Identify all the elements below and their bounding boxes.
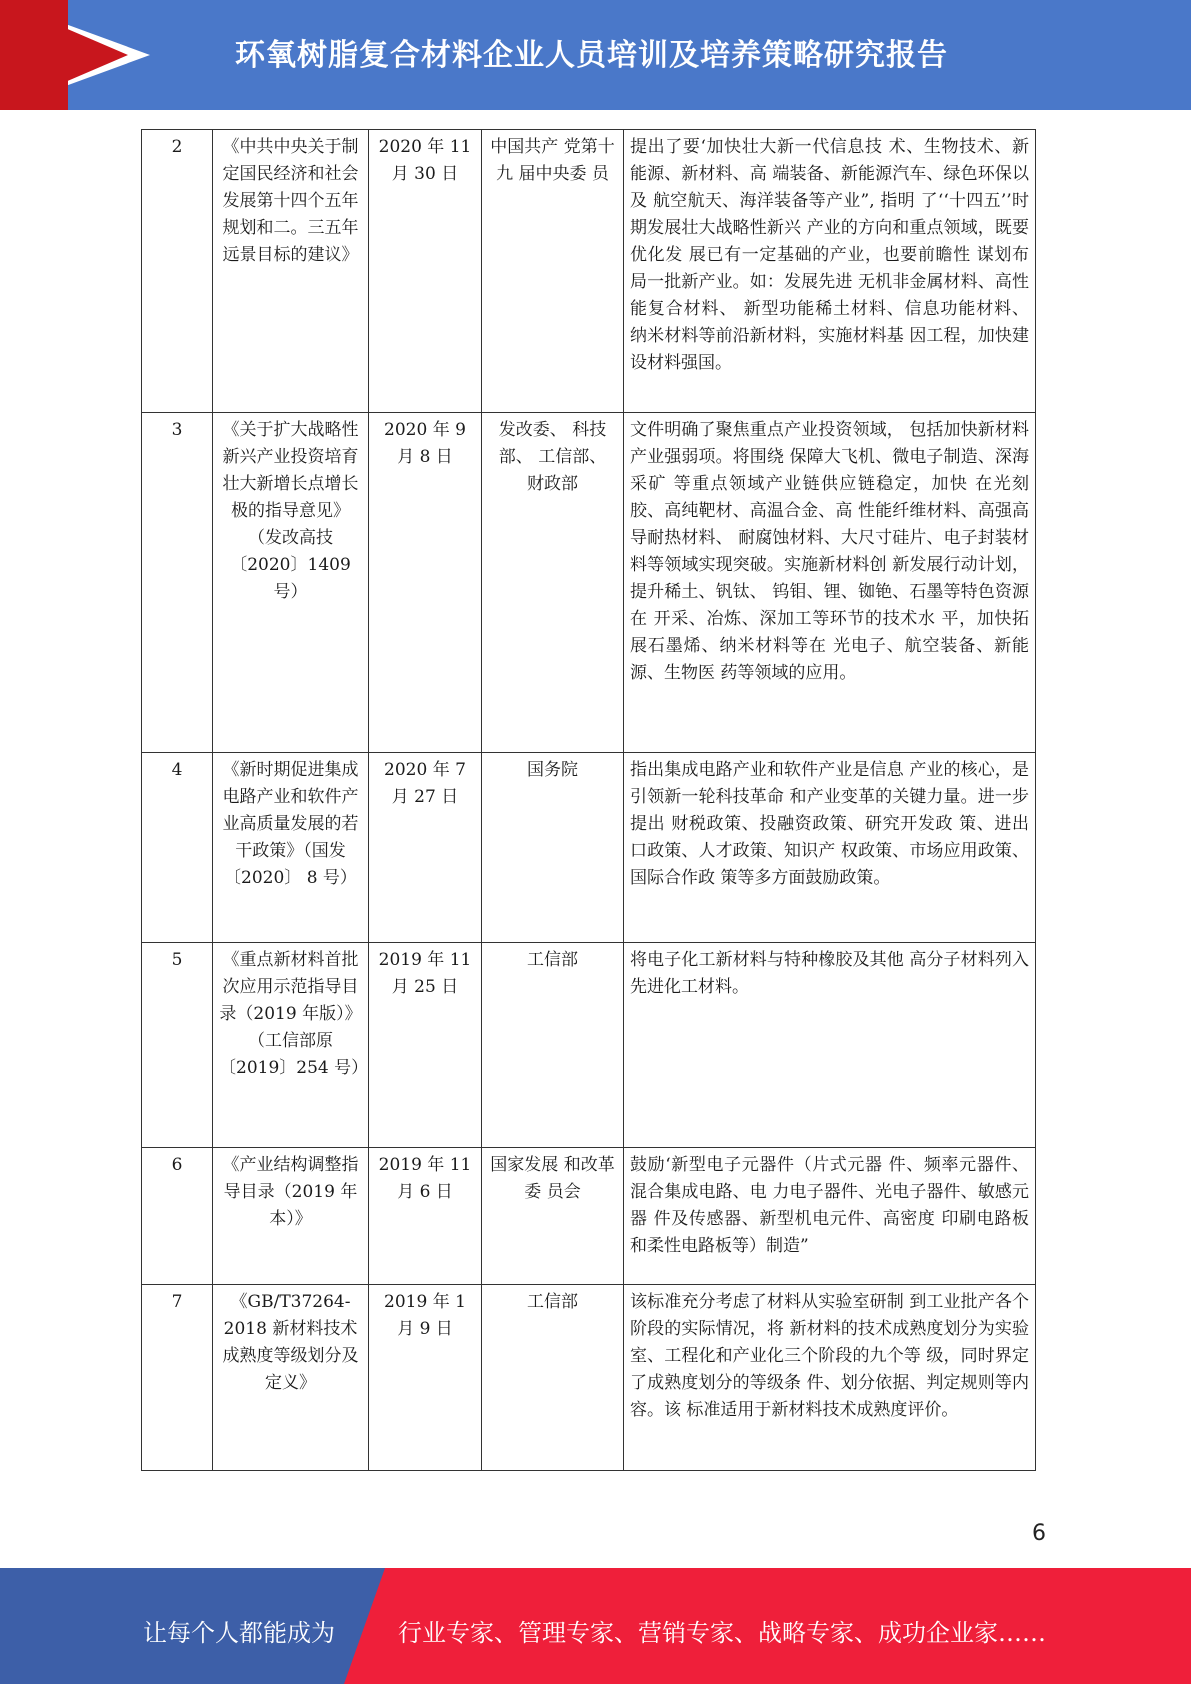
policy-table bbox=[141, 129, 1036, 1471]
issue-date: 2020 年 7 月 27 日 bbox=[369, 753, 482, 943]
report-title: 环氧树脂复合材料企业人员培训及培养策略研究报告 bbox=[235, 38, 948, 73]
policy-title: 《关于扩大战略性新兴产业投资培育壮大新增长点增长极的指导意见》（发改高技〔2020〕1409 号） bbox=[213, 413, 369, 753]
policy-content: 该标准充分考虑了材料从实验室研制 到工业批产各个阶段的实际情况，将 新材料的技术成熟度划分为实验室、工程化和产业化三个阶段的九个等 级，同时界定了成熟度划分的等级条 件、划分依据、判定规则等内容。该 标准适用于新材料技术成熟度评价。 bbox=[624, 1285, 1036, 1471]
policy-content: 鼓励‘新型电子元器件（片式元器 件、频率元器件、混合集成电路、电 力电子器件、光电子器件、敏感元器 件及传感器、新型机电元件、高密度 印刷电路板和柔性电路板等）制造” bbox=[624, 1148, 1036, 1285]
issuer: 工信部 bbox=[482, 943, 624, 1148]
table-row bbox=[142, 1148, 1036, 1285]
footer-slogan: 让每个人都能成为 bbox=[143, 1619, 335, 1647]
issue-date: 2020 年 9 月 8 日 bbox=[369, 413, 482, 753]
issuer: 国家发展 和改革委 员会 bbox=[482, 1148, 624, 1285]
row-number: 4 bbox=[142, 753, 213, 943]
table-row bbox=[142, 130, 1036, 413]
issue-date: 2019 年 11 月 25 日 bbox=[369, 943, 482, 1148]
policy-title: 《GB/T37264-2018 新材料技术成熟度等级划分及定义》 bbox=[213, 1285, 369, 1471]
issuer: 工信部 bbox=[482, 1285, 624, 1471]
issue-date: 2019 年 11 月 6 日 bbox=[369, 1148, 482, 1285]
header-red-block bbox=[0, 0, 68, 110]
table-row bbox=[142, 1285, 1036, 1471]
policy-title: 《重点新材料首批次应用示范指导目录（2019 年版）》（工信部原〔2019〕254 号） bbox=[213, 943, 369, 1148]
page-header bbox=[0, 0, 1191, 110]
issuer: 发改委、 科技部、 工信部、 财政部 bbox=[482, 413, 624, 753]
policy-title: 《新时期促进集成电路产业和软件产业高质量发展的若干政策》（国发〔2020〕 8 号） bbox=[213, 753, 369, 943]
issuer: 国务院 bbox=[482, 753, 624, 943]
table-row bbox=[142, 943, 1036, 1148]
page-number: 6 bbox=[1032, 1521, 1046, 1546]
table-row bbox=[142, 753, 1036, 943]
row-number: 6 bbox=[142, 1148, 213, 1285]
policy-content: 文件明确了聚焦重点产业投资领域， 包括加快新材料产业强弱项。将围绕 保障大飞机、微电子制造、深海采矿 等重点领域产业链供应链稳定，加快 在光刻胶、高纯靶材、高温合金、高 性能纤维材料、高强高导耐热材料、 耐腐蚀材料、大尺寸硅片、电子封装材料等领域实现突破。实施新材料创 新发展行动计划，提升稀土、钒钛、 钨钼、锂、铷铯、石墨等特色资源在 开采、冶炼、深加工等环节的技术水 平，加快拓展石墨烯、纳米材料等在 光电子、航空装备、新能源、生物医 药等领域的应用。 bbox=[624, 413, 1036, 753]
policy-content: 提出了要‘加快壮大新一代信息技 术、生物技术、新能源、新材料、高 端装备、新能源汽车、绿色环保以及 航空航天、海洋装备等产业”, 指明 了‘‘十四五’’时期发展壮大战略性新兴 产业的方向和重点领域，既要优化发 展已有一定基础的产业，也要前瞻性 谋划布局一批新产业。如：发展先进 无机非金属材料、高性能复合材料、 新型功能稀土材料、信息功能材料、 纳米材料等前沿新材料，实施材料基 因工程，加快建设材料强国。 bbox=[624, 130, 1036, 413]
issuer: 中国共产 党第十九 届中央委 员 bbox=[482, 130, 624, 413]
row-number: 7 bbox=[142, 1285, 213, 1471]
policy-title: 《中共中央关于制定国民经济和社会发展第十四个五年规划和二。三五年远景目标的建议》 bbox=[213, 130, 369, 413]
row-number: 2 bbox=[142, 130, 213, 413]
table-row bbox=[142, 413, 1036, 753]
row-number: 3 bbox=[142, 413, 213, 753]
policy-content: 指出集成电路产业和软件产业是信息 产业的核心，是引领新一轮科技革命 和产业变革的关键力量。进一步提出 财税政策、投融资政策、研究开发政 策、进出口政策、人才政策、知识产 权政策、市场应用政策、国际合作政 策等多方面鼓励政策。 bbox=[624, 753, 1036, 943]
row-number: 5 bbox=[142, 943, 213, 1148]
policy-content: 将电子化工新材料与特种橡胶及其他 高分子材料列入先进化工材料。 bbox=[624, 943, 1036, 1148]
issue-date: 2020 年 11 月 30 日 bbox=[369, 130, 482, 413]
issue-date: 2019 年 1 月 9 日 bbox=[369, 1285, 482, 1471]
footer-roles: 行业专家、管理专家、营销专家、战略专家、成功企业家…… bbox=[398, 1619, 1046, 1647]
policy-title: 《产业结构调整指导目录（2019 年本）》 bbox=[213, 1148, 369, 1285]
page-footer bbox=[0, 1568, 1191, 1684]
